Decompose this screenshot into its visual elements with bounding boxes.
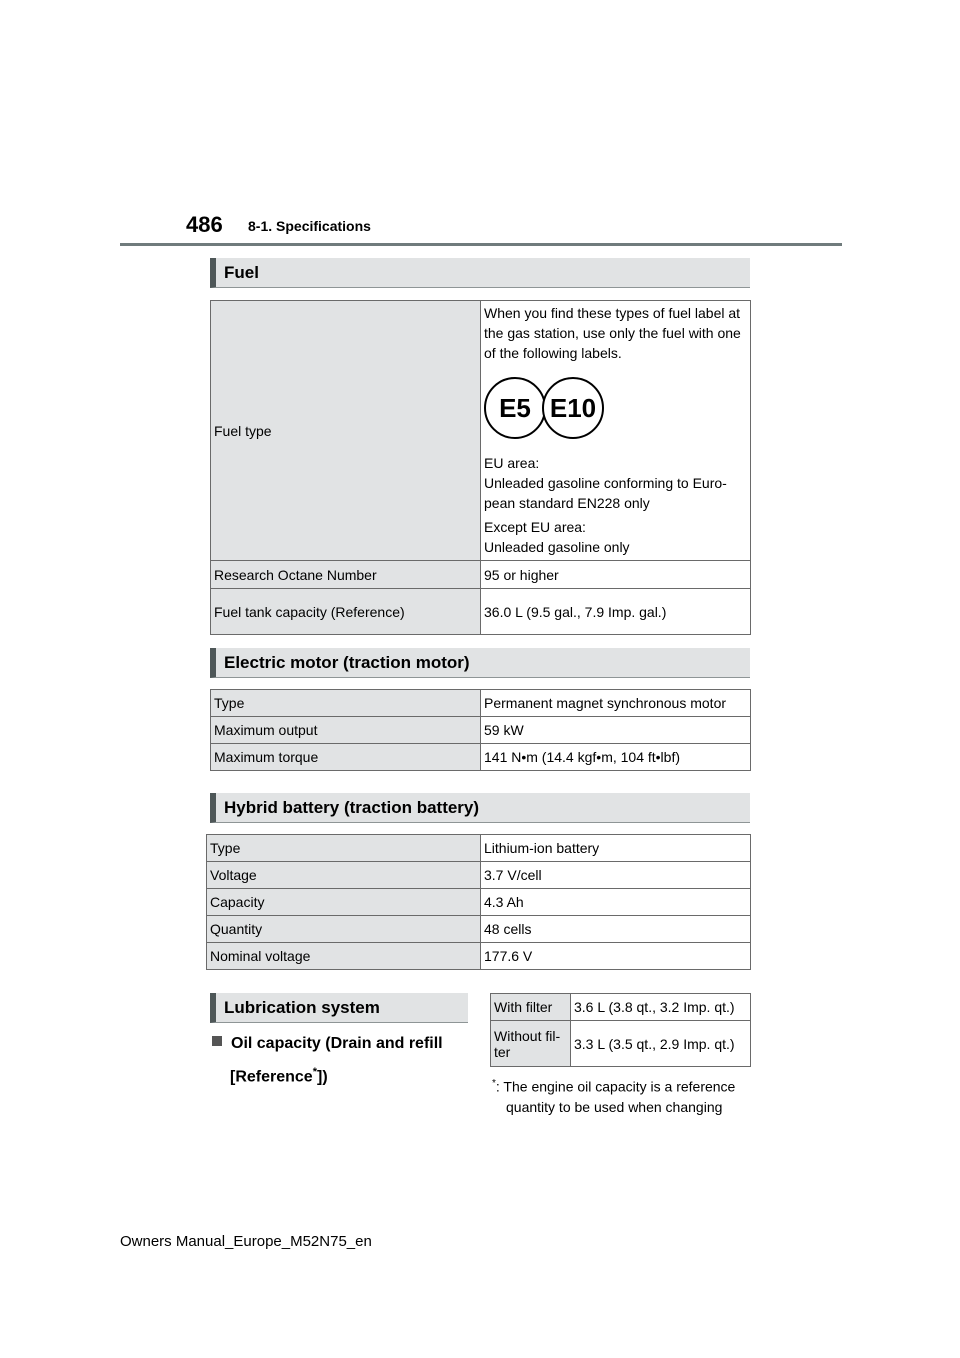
battery-quantity-value: 48 cells <box>481 916 751 943</box>
table-row <box>207 916 751 943</box>
fuel-type-value <box>481 301 751 561</box>
motor-table <box>210 689 751 771</box>
eu-area-label: EU area: <box>484 455 540 471</box>
oil-capacity-heading <box>212 1030 443 1091</box>
battery-voltage-value: 3.7 V/cell <box>481 862 751 889</box>
footnote-mark: * <box>492 1078 496 1089</box>
manual-footer: Owners Manual_Europe_M52N75_en <box>120 1233 372 1250</box>
fuel-table <box>210 300 751 635</box>
table-row <box>207 943 751 970</box>
motor-torque-label: Maximum torque <box>211 744 481 771</box>
fuel-labels <box>484 375 747 441</box>
battery-heading: Hybrid battery (traction battery) <box>210 793 750 823</box>
e5-label-icon: E5 <box>484 377 546 439</box>
table-row <box>211 690 751 717</box>
table-row <box>491 994 751 1021</box>
bullet-square-icon <box>212 1036 222 1046</box>
eu-area-text: Unleaded gasoline conforming to Euro-pean standard EN228 only <box>484 475 727 511</box>
header-divider <box>120 243 842 246</box>
motor-heading: Electric motor (traction motor) <box>210 648 750 678</box>
battery-voltage-label: Voltage <box>207 862 481 889</box>
footnote-line2: quantity to be used when changing <box>506 1098 723 1115</box>
non-eu-area-label: Except EU area: <box>484 519 586 535</box>
oil-capacity-table <box>490 993 751 1067</box>
battery-nominal-voltage-value: 177.6 V <box>481 943 751 970</box>
fuel-type-label: Fuel type <box>211 301 481 561</box>
motor-output-value: 59 kW <box>481 717 751 744</box>
battery-capacity-value: 4.3 Ah <box>481 889 751 916</box>
oil-heading-line2: [Reference <box>230 1068 313 1086</box>
battery-nominal-voltage-label: Nominal voltage <box>207 943 481 970</box>
non-eu-area-text: Unleaded gasoline only <box>484 539 630 555</box>
tank-capacity-value: 36.0 L (9.5 gal., 7.9 Imp. gal.) <box>481 589 751 635</box>
without-filter-label: Without fil-ter <box>491 1021 571 1067</box>
oil-footnote <box>492 1074 752 1117</box>
table-row <box>207 862 751 889</box>
battery-type-label: Type <box>207 835 481 862</box>
table-row <box>207 835 751 862</box>
e10-label-icon: E10 <box>542 377 604 439</box>
battery-quantity-label: Quantity <box>207 916 481 943</box>
motor-torque-value: 141 N•m (14.4 kgf•m, 104 ft•lbf) <box>481 744 751 771</box>
table-row <box>211 561 751 589</box>
battery-capacity-label: Capacity <box>207 889 481 916</box>
octane-value: 95 or higher <box>481 561 751 589</box>
oil-heading-star: * <box>312 1066 317 1078</box>
table-row <box>207 889 751 916</box>
with-filter-value: 3.6 L (3.8 qt., 3.2 Imp. qt.) <box>571 994 751 1021</box>
section-title: 8-1. Specifications <box>248 218 371 234</box>
oil-heading-line3: ]) <box>316 1068 328 1086</box>
table-row <box>211 744 751 771</box>
battery-table <box>206 834 751 970</box>
with-filter-label: With filter <box>491 994 571 1021</box>
oil-heading-line1: Oil capacity (Drain and refill <box>231 1035 443 1052</box>
table-row <box>491 1021 751 1067</box>
fuel-type-intro: When you find these types of fuel label at the gas station, use only the fuel with one of the following labels. <box>484 305 741 361</box>
page-number: 486 <box>186 212 223 237</box>
lubrication-heading: Lubrication system <box>210 993 468 1023</box>
motor-output-label: Maximum output <box>211 717 481 744</box>
fuel-heading: Fuel <box>210 258 750 288</box>
footnote-line1: : The engine oil capacity is a reference <box>495 1078 736 1095</box>
table-row <box>211 589 751 635</box>
battery-type-value: Lithium-ion battery <box>481 835 751 862</box>
table-row <box>211 717 751 744</box>
tank-capacity-label: Fuel tank capacity (Reference) <box>211 589 481 635</box>
motor-type-label: Type <box>211 690 481 717</box>
motor-type-value: Permanent magnet synchronous motor <box>481 690 751 717</box>
octane-label: Research Octane Number <box>211 561 481 589</box>
without-filter-value: 3.3 L (3.5 qt., 2.9 Imp. qt.) <box>571 1021 751 1067</box>
table-row <box>211 301 751 561</box>
